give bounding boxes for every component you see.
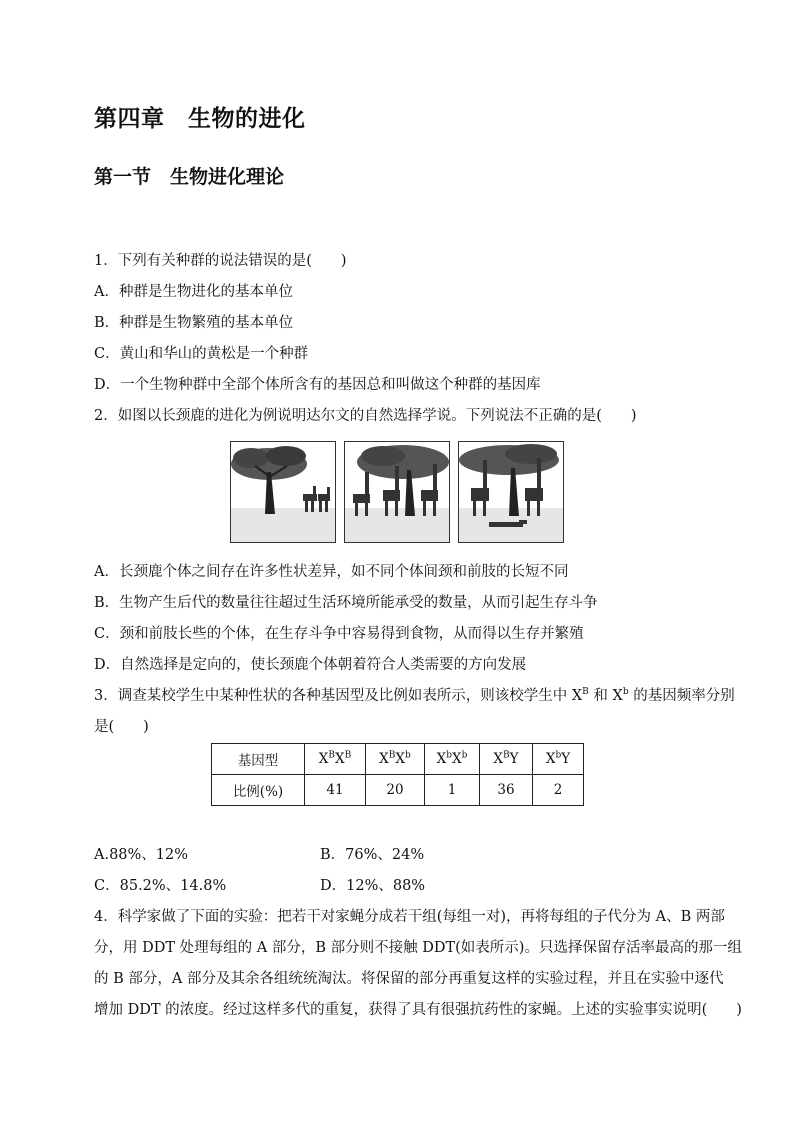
q2-option-c: C．颈和前肢长些的个体，在生存斗争中容易得到食物，从而得以生存并繁殖 [94,626,584,642]
q2-option-d: D．自然选择是定向的，使长颈鹿个体朝着符合人类需要的方向发展 [94,657,527,673]
table-cell: 41 [305,775,366,806]
genotype-XBY: $X^BY$ [480,744,533,775]
table-row [212,744,584,775]
q3-option-d: D．12%、88% [320,878,426,894]
q1-option-a: A．种群是生物进化的基本单位 [94,284,293,300]
giraffe-panel-2 [344,441,450,543]
giraffe-evolution-illustration [230,441,564,545]
q3-option-a: A.88%、12% [94,847,189,863]
giraffe-panel-1 [230,441,336,543]
q1-stem: 1．下列有关种群的说法错误的是( ) [94,253,347,269]
q4-line-1: 4．科学家做了下面的实验：把若干对家蝇分成若干组(每组一对)，再将每组的子代分为 A、B 两部 [94,909,725,925]
q4-line-4: 增加 DDT 的浓度。经过这样多代的重复，获得了具有很强抗药性的家蝇。上述的实验事实说明( ) [94,1002,742,1018]
q2-option-a: A．长颈鹿个体之间存在许多性状差异，如不同个体间颈和前肢的长短不同 [94,564,569,580]
genotype-XbXb: $X^bX^b$ [425,744,480,775]
q3-sup-b: B [582,687,589,698]
giraffe-panel-3 [458,441,564,543]
q1-option-c: C．黄山和华山的黄松是一个种群 [94,346,309,362]
q1-option-b: B．种群是生物繁殖的基本单位 [94,315,294,331]
q3-stem-line2: 是( ) [94,719,149,735]
table-cell: 2 [533,775,584,806]
table-cell: 1 [425,775,480,806]
q1-option-d: D．一个生物种群中全部个体所含有的基因总和叫做这个种群的基因库 [94,377,541,393]
table-cell: 20 [366,775,425,806]
q4-line-2: 分，用 DDT 处理每组的 A 部分，B 部分则不接触 DDT(如表所示)。只选择保留存活率最高的那一组 [94,940,742,956]
q3-stem-post: 的基因频率分别 [628,688,735,704]
table-header-label: 基因型 [212,744,305,775]
q3-option-c: C．85.2%、14.8% [94,878,227,894]
q3-stem-mid: 和 X [588,688,623,704]
q4-line-3: 的 B 部分，A 部分及其余各组统统淘汰。将保留的部分再重复这样的实验过程，并且在实验中逐代 [94,971,724,987]
q3-option-b: B．76%、24% [320,847,425,863]
q2-option-b: B．生物产生后代的数量往往超过生活环境所能承受的数量，从而引起生存斗争 [94,595,598,611]
table-ratio-label: 比例(%) [212,775,305,806]
chapter-title: 第四章 生物的进化 [94,105,306,132]
genotype-XBXB: $X^BX^B$ [305,744,366,775]
table-row [212,775,584,806]
q2-stem: 2．如图以长颈鹿的进化为例说明达尔文的自然选择学说。下列说法不正确的是( ) [94,408,637,424]
q3-sup-small-b: b [622,687,629,698]
genotype-table [211,743,584,806]
genotype-XbY: $X^bY$ [533,744,584,775]
genotype-XBXb: $X^BX^b$ [366,744,425,775]
q3-stem-pre: 3．调查某校学生中某种性状的各种基因型及比例如表所示，则该校学生中 X [94,688,583,704]
section-title: 第一节 生物进化理论 [94,166,285,188]
q3-stem [94,686,735,706]
table-cell: 36 [480,775,533,806]
